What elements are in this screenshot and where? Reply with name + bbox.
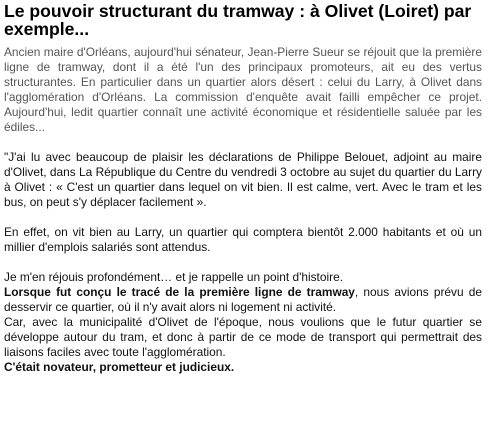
history-conclusion: C'était novateur, prometteur et judicieux. xyxy=(4,360,235,374)
article-title: Le pouvoir structurant du tramway : à Olivet (Loiret) par exemple... xyxy=(4,1,472,39)
history-intro-line: Je m'en réjouis profondément… et je rappelle un point d'histoire. xyxy=(4,270,343,284)
history-paragraph xyxy=(4,270,482,375)
article-intro: Ancien maire d'Orléans, aujourd'hui sénateur, Jean-Pierre Sueur se réjouit que la première ligne de tramway, dont il a été l'un des principaux promoteurs, ait eu des vertus structurantes. En particulier dans un quartier alors désert : celui du Larry, à Olivet dans l'agglomération d'Orléans. La commission d'enquête avait failli empêcher ce projet. Aujourd'hui, ledit quartier connaît une activité économique et résidentielle saluée par les édiles... xyxy=(4,45,482,134)
neighborhood-paragraph: En effet, on vit bien au Larry, un quartier qui comptera bientôt 2.000 habitants et où un millier d'emplois salariés sont attendus. xyxy=(4,225,482,254)
tramway-route-emphasis: Lorsque fut conçu le tracé de la première ligne de tramway xyxy=(4,285,355,299)
history-tramway-line xyxy=(4,285,482,315)
quote-paragraph: "J'ai lu avec beaucoup de plaisir les déclarations de Philippe Belouet, adjoint au maire d'Olivet, dans La République du Centre du vendredi 3 octobre au sujet du quartier du Larry à Olivet : « C'est un quartier dans lequel on vit bien. Il est calme, vert. Avec le tram et les bus, on peut s'y déplacer facilement ». xyxy=(4,150,482,209)
article xyxy=(4,2,482,375)
history-municipality-line: Car, avec la municipalité d'Olivet de l'époque, nous voulions que le futur quartier se développe autour du tram, et donc à partir de ce mode de transport qui permettrait des liaisons faciles avec toute l'agglomération. xyxy=(4,315,482,359)
tramway-route-text: , nous avions prévu de desservir ce quartier, où il n'y avait alors ni logement ni activité. xyxy=(4,285,482,314)
